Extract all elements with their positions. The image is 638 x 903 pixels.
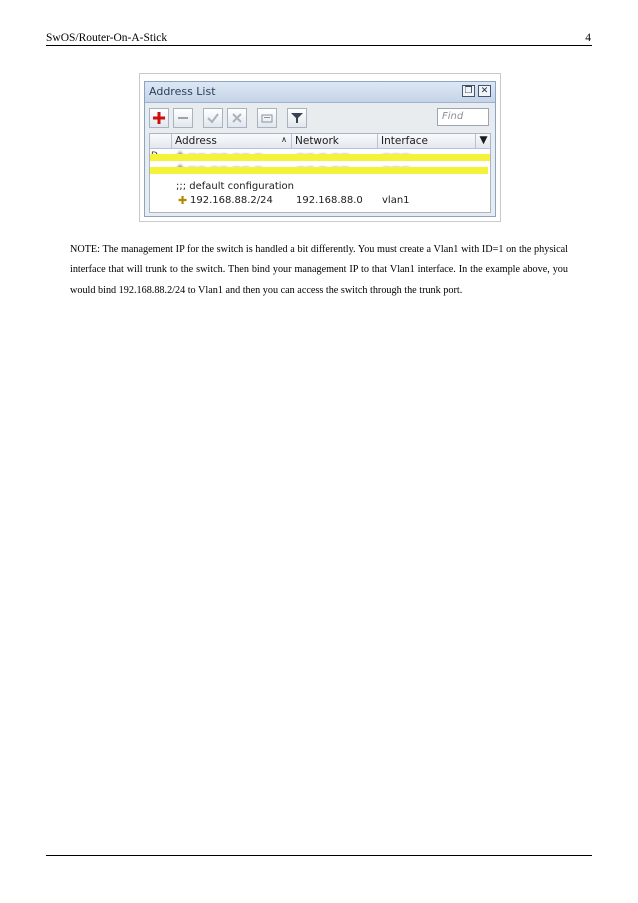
page-number: 4 xyxy=(585,32,591,44)
check-icon xyxy=(207,112,219,124)
column-header-flags xyxy=(150,134,172,149)
comment-icon xyxy=(261,112,273,124)
add-button[interactable] xyxy=(149,108,169,128)
table-row[interactable] xyxy=(150,194,490,208)
header-title: SwOS/Router-On-A-Stick xyxy=(46,32,168,44)
comment-row[interactable] xyxy=(150,180,490,194)
window-title: Address List xyxy=(149,85,216,98)
comment-button[interactable] xyxy=(257,108,277,128)
close-icon[interactable]: ✕ xyxy=(478,85,491,97)
dropdown-arrow-icon: ▼ xyxy=(479,134,488,146)
address-table xyxy=(149,133,491,213)
minus-icon xyxy=(177,112,189,124)
header-rule xyxy=(46,45,592,46)
filter-button[interactable] xyxy=(287,108,307,128)
x-icon xyxy=(231,112,243,124)
toolbar xyxy=(145,103,495,130)
find-input[interactable]: Find xyxy=(437,108,489,126)
plus-icon xyxy=(153,112,165,124)
window-titlebar xyxy=(145,82,495,103)
footer-rule xyxy=(46,855,592,856)
note-paragraph: NOTE: The management IP for the switch is handled a bit differently. You must create a Vlan1 with ID=1 on the physical interface that will trunk to the switch. Then bind your management IP to that Vlan1 interface. In the example above, you would bind 192.168.88.2/24 to Vlan1 and then you can access the switch through the trunk port. xyxy=(70,244,568,296)
restore-icon[interactable]: ❐ xyxy=(462,85,475,97)
sort-arrow-icon: ∧ xyxy=(281,135,287,144)
column-header-address[interactable]: Address ∧ xyxy=(172,134,292,149)
remove-button[interactable] xyxy=(173,108,193,128)
address-list-window xyxy=(144,81,496,217)
row-comment: ;;; default configuration xyxy=(176,181,294,192)
disable-button[interactable] xyxy=(227,108,247,128)
address-icon: ✚ xyxy=(178,194,188,207)
enable-button[interactable] xyxy=(203,108,223,128)
filter-icon xyxy=(291,112,303,124)
address-list-screenshot xyxy=(139,73,501,222)
redaction-highlight xyxy=(150,154,490,161)
cell-interface: vlan1 xyxy=(382,195,410,206)
cell-network: 192.168.88.0 xyxy=(296,195,363,206)
column-header-network[interactable]: Network xyxy=(292,134,378,149)
cell-address: 192.168.88.2/24 xyxy=(190,195,273,206)
column-header-interface[interactable]: Interface xyxy=(378,134,476,149)
redaction-highlight xyxy=(150,167,488,174)
column-menu-dropdown[interactable] xyxy=(476,134,491,149)
